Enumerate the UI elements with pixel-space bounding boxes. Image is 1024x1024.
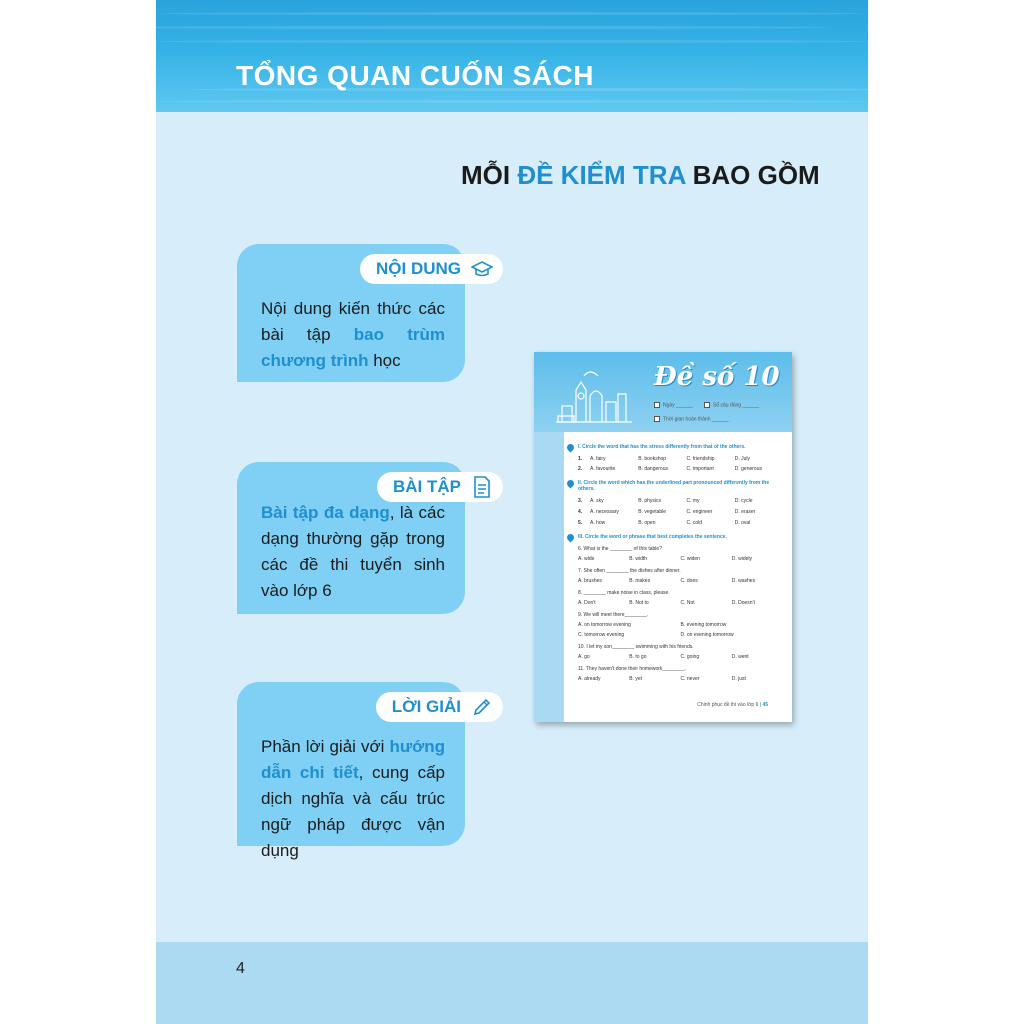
solution-tag: LỜI GIẢI	[376, 692, 503, 722]
exercise-tag: BÀI TẬP	[377, 472, 503, 502]
exercise-card	[237, 462, 465, 614]
header-banner	[156, 0, 868, 112]
test-header: Đề số 10 Ngày ______ Số câu đúng ______ Thời gian hoàn thành ______	[534, 352, 792, 432]
solution-card	[237, 682, 465, 860]
document-icon	[471, 476, 493, 498]
section-heading: MỖI ĐỀ KIỂM TRA BAO GỒM	[461, 160, 820, 190]
city-skyline-icon	[554, 366, 634, 424]
book-page	[156, 0, 868, 1024]
page-footer	[156, 942, 868, 1024]
page-number: 4	[236, 960, 245, 977]
content-text: Nội dung kiến thức các bài tập bao trùm chương trình học	[261, 299, 445, 370]
pencil-icon	[471, 696, 493, 718]
solution-text: Phần lời giải với hướng dẫn chi tiết, cung cấp dịch nghĩa và cấu trúc ngữ pháp được vận dụng	[261, 737, 445, 860]
heading-accent: ĐỀ KIỂM TRA	[517, 160, 686, 190]
graduation-cap-icon	[471, 258, 493, 280]
sample-test-page: Đề số 10 Ngày ______ Số câu đúng ______ Thời gian hoàn thành ______ I. Circle the word that has the stress differently from that of the others. 1. A. fairy B. bookshop C. friendship D. July 2. A. favourite B. dangerous C. important D. generous II. Circle the word which has the underlined part pronounced differently from the others. 3. A. sky B. physics C. my D. cycle 4. A. necessary B. vegetable C. engineer D. eraser 5. A. how B. open C. cold D. oval III. Circle the word or phrase that best completes the sentence. 6. What is the ________ of this table? A. wide B. width C. widen D. widely 7. She often ________ the dishes after dinner. A. brushes B. makes C. does D. washes 8. ________ make noise in class, please. A. Don't B. Not to C. Not D. Doesn't 9. We will meet there________. A. on tomorrow evening B. evening tomorrow C. tomorrow evening D. on evening tomorrow 10. I let my son________ swimming with his friends. A. go B. to go C. going D. went 11. They haven't done their homework________. A. already B. yet C. never D. just Chinh phục đề thi vào lớp 6 | 45	[534, 352, 792, 722]
test-footer: Chinh phục đề thi vào lớp 6 | 45	[697, 702, 768, 708]
test-title: Đề số 10	[654, 362, 780, 392]
content-card	[237, 244, 465, 382]
exercise-text: Bài tập đa dạng, là các dạng thường gặp trong các đề thi tuyển sinh vào lớp 6	[261, 503, 445, 600]
banner-title: TỔNG QUAN CUỐN SÁCH	[236, 60, 594, 91]
content-tag: NỘI DUNG	[360, 254, 503, 284]
